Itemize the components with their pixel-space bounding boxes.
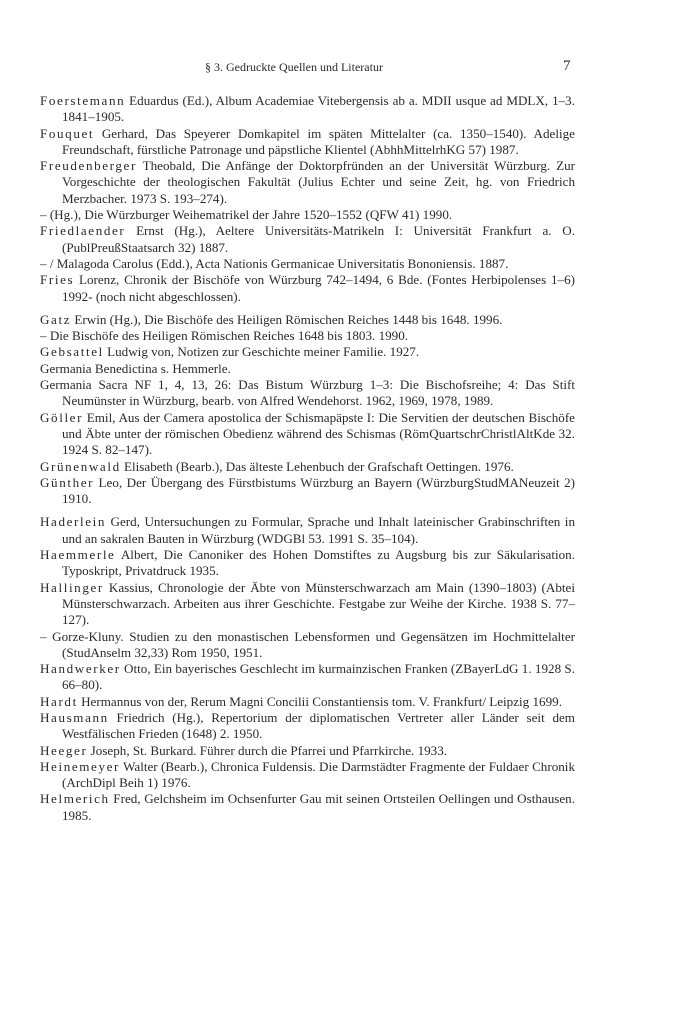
entry-text: Walter (Bearb.), Chronica Fuldensis. Die Darmstädter Fragmente der Fuldaer Chronik (ArchDipl Beih 1) 1976. — [62, 758, 575, 791]
entry-author: Heeger — [40, 742, 88, 758]
bibliography-list — [40, 93, 575, 824]
bibliography-entry — [40, 459, 575, 475]
entry-text: Hermannus von der, Rerum Magni Concilii Constantiensis tom. V. Frankfurt/ Leipzig 1699. — [77, 693, 562, 709]
entry-text: Emil, Aus der Camera apostolica der Schismapäpste I: Die Servitien der deutschen Bischöfe und Äbte unter der römischen Obedienz während des Schismas (RömQuartschrChristlAltKde 32. 1924 S. 82–147). — [62, 409, 575, 458]
entry-author: Hausmann — [40, 709, 109, 725]
bibliography-entry — [40, 312, 575, 328]
bibliography-entry — [40, 629, 575, 662]
entry-author: Göller — [40, 409, 84, 425]
bibliography-entry — [40, 514, 575, 547]
entry-text: Eduardus (Ed.), Album Academiae Vitebergensis ab a. MDII usque ad MDLX, 1–3. 1841–1905. — [62, 93, 575, 125]
entry-text: Gerhard, Das Speyerer Domkapitel im späten Mittelalter (ca. 1350–1540). Adelige Freundschaft, fürstliche Patronage und päpstliche Klientel (AbhhMittelrhKG 57) 1987. — [62, 125, 575, 157]
entry-author: Grünenwald — [40, 458, 121, 474]
page-number: 7 — [563, 58, 571, 74]
entry-text: Gerd, Untersuchungen zu Formular, Sprache und Inhalt lateinischer Grabinschriften in und an sakralen Bauten in Würzburg (WDGBl 53. 1991 S. 35–104). — [62, 514, 575, 546]
bibliography-entry — [40, 328, 575, 344]
entry-author: Foerstemann — [40, 93, 126, 108]
entry-text: Fred, Gelchsheim im Ochsenfurter Gau mit seinen Ortsteilen Oellingen und Osthausen. 1985. — [62, 791, 575, 823]
running-head-title: § 3. Gedruckte Quellen und Literatur — [205, 60, 383, 74]
entry-text: Otto, Ein bayerisches Geschlecht im kurmainzischen Franken (ZBayerLdG 1. 1928 S. 66–80). — [62, 661, 575, 693]
entry-author: Haemmerle — [40, 547, 116, 563]
entry-text: Germania Sacra NF 1, 4, 13, 26: Das Bistum Würzburg 1–3: Die Bischofsreihe; 4: Das Stift Neumünster in Würzburg, bearb. von Alfred Wendehorst. 1962, 1969, 1978, 1989. — [40, 377, 575, 409]
entry-author: Günther — [40, 474, 95, 490]
bibliography-entry — [40, 223, 575, 256]
bibliography-entry — [40, 377, 575, 410]
entry-author: Heinemeyer — [40, 758, 120, 774]
entry-author: Friedlaender — [40, 223, 126, 239]
entry-author: Fries — [40, 272, 75, 288]
bibliography-entry — [40, 126, 575, 159]
bibliography-entry — [40, 759, 575, 792]
entry-author: Fouquet — [40, 125, 95, 141]
bibliography-entry — [40, 580, 575, 629]
bibliography-entry — [40, 410, 575, 459]
bibliography-entry — [40, 158, 575, 207]
entry-author: Haderlein — [40, 514, 107, 530]
entry-text: Lorenz, Chronik der Bischöfe von Würzburg 742–1494, 6 Bde. (Fontes Herbipolenses 1–6) 1992- (noch nicht abgeschlossen). — [62, 272, 575, 304]
entry-text: – Gorze-Kluny. Studien zu den monastischen Lebensformen und Gegensätzen im Hochmittelalter (StudAnselm 32,33) Rom 1950, 1951. — [40, 628, 575, 660]
entry-text: Leo, Der Übergang des Fürstbistums Würzburg an Bayern (WürzburgStudMANeuzeit 2) 1910. — [62, 474, 575, 507]
bibliography-entry — [40, 272, 575, 305]
entry-text: – / Malagoda Carolus (Edd.), Acta Nationis Germanicae Universitatis Bononiensis. 1887. — [40, 255, 509, 271]
entry-author: Gatz — [40, 311, 72, 327]
entry-text: Friedrich (Hg.), Repertorium der diplomatischen Vertreter aller Länder seit dem Westfälischen Frieden (1648) 2. 1950. — [62, 709, 575, 742]
bibliography-entry — [40, 361, 575, 377]
bibliography-entry — [40, 661, 575, 694]
entry-text: – Die Bischöfe des Heiligen Römischen Reiches 1648 bis 1803. 1990. — [40, 328, 409, 344]
bibliography-entry — [40, 710, 575, 743]
bibliography-entry — [40, 743, 575, 759]
bibliography-entry — [40, 547, 575, 580]
bibliography-entry — [40, 93, 575, 126]
bibliography-entry — [40, 475, 575, 508]
entry-text: Joseph, St. Burkard. Führer durch die Pfarrei und Pfarrkirche. 1933. — [87, 742, 448, 758]
entry-text: Elisabeth (Bearb.), Das älteste Lehenbuch der Grafschaft Oettingen. 1976. — [120, 458, 514, 474]
entry-author: Hallinger — [40, 579, 104, 595]
bibliography-entry — [40, 344, 575, 360]
entry-author: Gebsattel — [40, 344, 104, 360]
entry-author: Hardt — [40, 693, 78, 709]
bibliography-entry — [40, 207, 575, 223]
entry-text: Ernst (Hg.), Aeltere Universitäts-Matrikeln I: Universität Frankfurt a. O. (PublPreußStaatsarch 32) 1887. — [62, 223, 575, 255]
bibliography-entry — [40, 256, 575, 272]
entry-text: Kassius, Chronologie der Äbte von Münsterschwarzach am Main (1390–1803) (Abtei Münsterschwarzach. Arbeiten aus ihrer Geschichte. Festgabe zur Weihe der Kirche. 1938 S. 77–127). — [62, 579, 575, 628]
entry-text: Germania Benedictina s. Hemmerle. — [40, 360, 231, 376]
entry-text: Albert, Die Canoniker des Hohen Domstiftes zu Augsburg bis zur Säkularisation. Typoskript, Privatdruck 1935. — [62, 547, 575, 579]
entry-author: Freudenberger — [40, 158, 137, 174]
entry-text: Erwin (Hg.), Die Bischöfe des Heiligen Römischen Reiches 1448 bis 1648. 1996. — [71, 311, 503, 327]
entry-text: Ludwig von, Notizen zur Geschichte meiner Familie. 1927. — [103, 344, 420, 360]
bibliography-entry — [40, 791, 575, 824]
entry-author: Handwerker — [40, 661, 121, 677]
entry-text: Theobald, Die Anfänge der Doktorpfründen an der Universität Würzburg. Zur Vorgeschichte der theologischen Fakultät (Julius Echter und seine Zeit, hg. von Friedrich Merzbacher. 1973 S. 193–274). — [62, 158, 575, 206]
running-head — [0, 58, 700, 78]
entry-author: Helmerich — [40, 791, 110, 807]
bibliography-entry — [40, 694, 575, 710]
entry-text: – (Hg.), Die Würzburger Weihematrikel der Jahre 1520–1552 (QFW 41) 1990. — [40, 207, 453, 223]
